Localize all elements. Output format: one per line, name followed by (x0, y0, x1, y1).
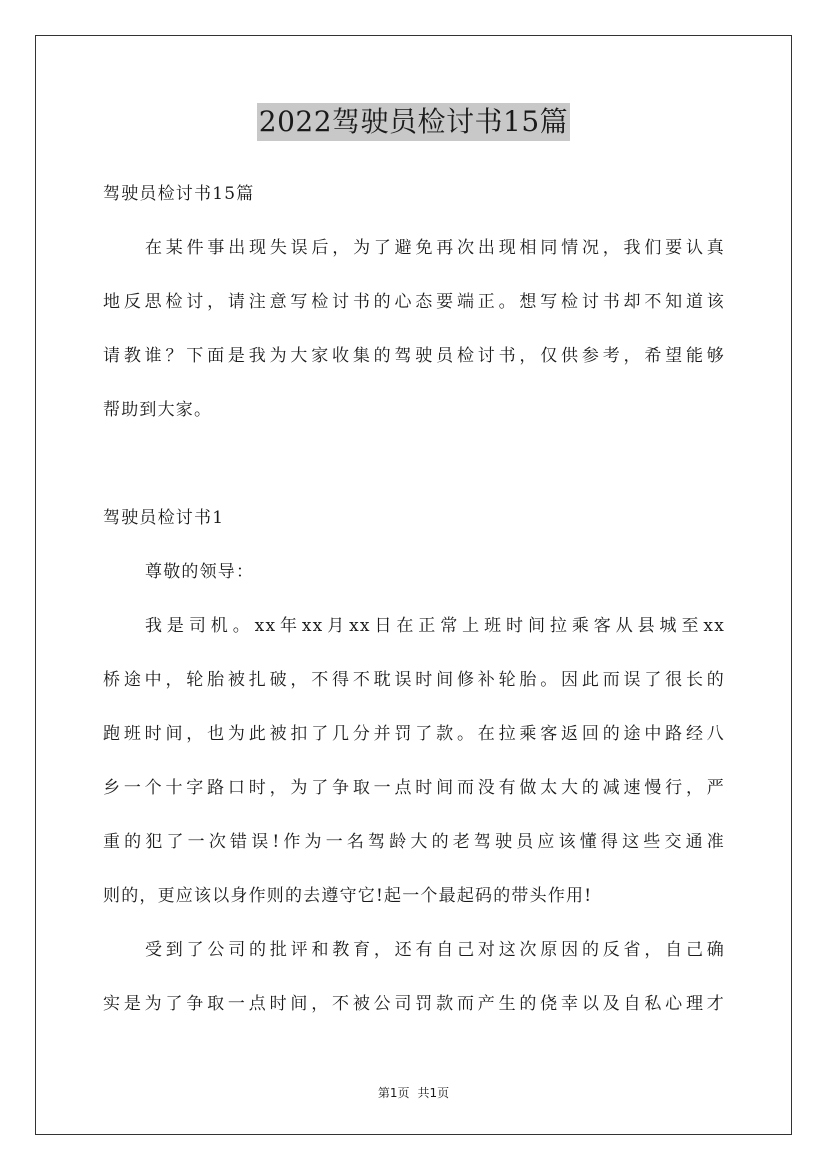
body-line-2: 桥途中，轮胎被扎破，不得不耽误时间修补轮胎。因此而误了很长的 (103, 670, 725, 690)
intro-line-3: 请教谁？下面是我为大家收集的驾驶员检讨书，仅供参考，希望能够 (103, 346, 725, 366)
intro-line-4: 帮助到大家。 (103, 400, 213, 420)
body-line-5: 重的犯了一次错误!作为一名驾龄大的老驾驶员应该懂得这些交通准 (103, 832, 725, 852)
body-line-6: 则的，更应该以身作则的去遵守它!起一个最起码的带头作用! (103, 886, 593, 906)
intro-line-1: 在某件事出现失误后，为了避免再次出现相同情况，我们要认真 (145, 238, 725, 258)
subtitle: 驾驶员检讨书15篇 (103, 184, 255, 204)
salutation: 尊敬的领导： (145, 562, 255, 582)
body-line-4: 乡一个十字路口时，为了争取一点时间而没有做太大的减速慢行，严 (103, 778, 725, 798)
body-line-8: 实是为了争取一点时间，不被公司罚款而产生的侥幸以及自私心理才 (103, 994, 725, 1014)
document-title: 2022驾驶员检讨书15篇 (257, 103, 570, 141)
page-number: 第1页 (377, 1086, 410, 1100)
body-line-3: 跑班时间，也为此被扣了几分并罚了款。在拉乘客返回的途中路经八 (103, 724, 725, 744)
body-line-1: 我是司机。xx年xx月xx日在正常上班时间拉乘客从县城至xx (145, 616, 725, 636)
page-total: 共1页 (417, 1086, 450, 1100)
section-heading: 驾驶员检讨书1 (103, 508, 225, 528)
intro-line-2: 地反思检讨，请注意写检讨书的心态要端正。想写检讨书却不知道该 (103, 292, 725, 312)
title-container (0, 103, 827, 141)
body-line-7: 受到了公司的批评和教育，还有自己对这次原因的反省，自己确 (145, 940, 725, 960)
page-footer (0, 1084, 827, 1101)
